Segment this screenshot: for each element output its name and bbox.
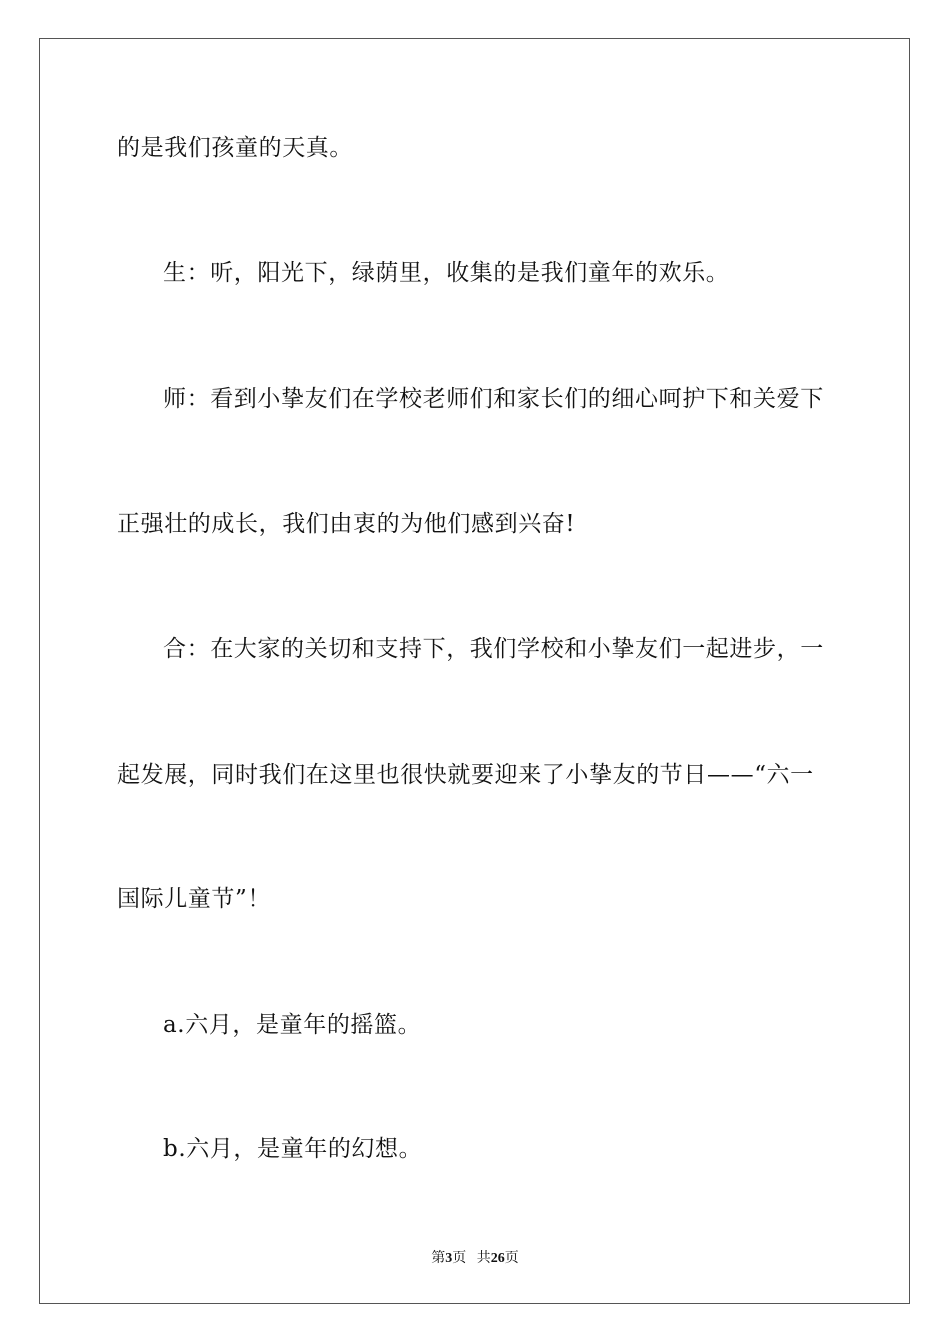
text-line-6: 起发展，同时我们在这里也很快就要迎来了小挚友的节日——“六一 bbox=[117, 762, 814, 788]
text-line-7: 国际儿童节”！ bbox=[117, 886, 271, 912]
text-line-5: 合：在大家的关切和支持下，我们学校和小挚友们一起进步，一 bbox=[163, 636, 824, 662]
page-prefix: 第 bbox=[431, 1251, 446, 1266]
page-number: 3 bbox=[445, 1251, 453, 1266]
total-suffix: 页 bbox=[504, 1251, 519, 1266]
page-suffix: 页 bbox=[452, 1251, 467, 1266]
page-border bbox=[39, 38, 910, 1304]
text-line-2: 生：听，阳光下，绿荫里，收集的是我们童年的欢乐。 bbox=[163, 260, 730, 286]
page-footer bbox=[0, 1247, 950, 1267]
text-line-4: 正强壮的成长，我们由衷的为他们感到兴奋! bbox=[117, 511, 576, 537]
text-line-3: 师：看到小挚友们在学校老师们和家长们的细心呵护下和关爱下 bbox=[163, 386, 824, 412]
text-line-8: a.六月，是童年的摇篮。 bbox=[163, 1012, 422, 1038]
text-line-9: b.六月，是童年的幻想。 bbox=[163, 1136, 423, 1162]
text-line-1: 的是我们孩童的天真。 bbox=[117, 135, 353, 161]
total-pages: 26 bbox=[490, 1251, 505, 1266]
total-prefix: 共 bbox=[476, 1251, 491, 1266]
